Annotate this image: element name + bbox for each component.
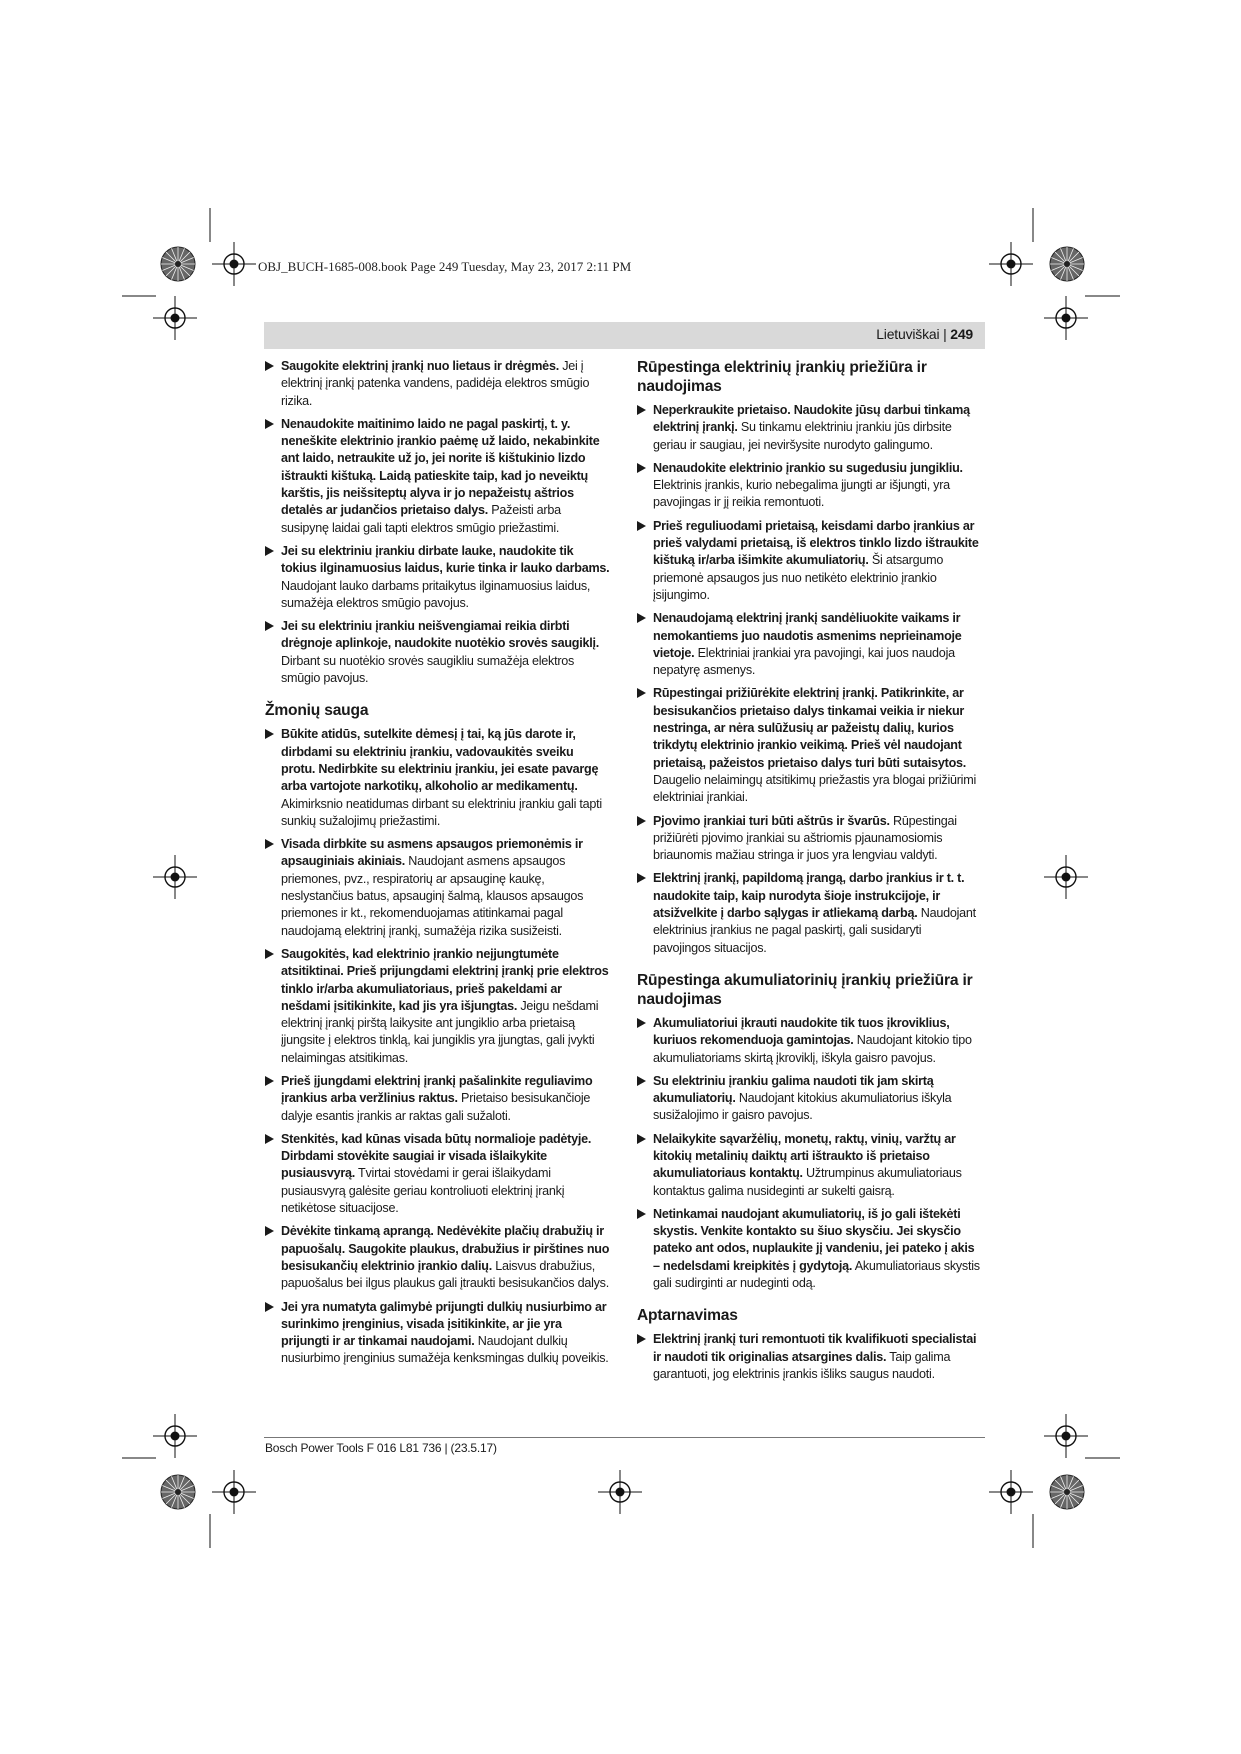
bullet-body-text: Naudojant kitokio tipo akumuliatoriams skirtą įkroviklį, iškyla gaisro pavojus.: [653, 1033, 972, 1065]
bullet-bold-text: Nenaudokite maitinimo laido ne pagal paskirtį, t. y. neneškite elektrinio įrankio paėmę už laido, nekabinkite ant laido, netraukite už jo, jei norite iš kištukinio lizdo ištraukti kištuką. Laidą patieskite taip, kad jo neveiktų karštis, jis neišsiteptų alyva ir jo nepažeistų aštrios detalės ar judančios prietaiso dalys.: [281, 416, 600, 518]
bullet-item: [637, 1331, 982, 1383]
bullet-triangle-icon: [637, 1134, 646, 1144]
bullet-triangle-icon: [265, 1134, 274, 1144]
bullet-body-text: Elektriniai įrankiai yra pavojingi, kai juos naudoja nepatyrę asmenys.: [653, 645, 955, 678]
bullet-bold-text: Elektrinį įrankį, papildomą įrangą, darbo įrankius ir t. t. naudokite taip, kaip nurodyta šioje instrukcijoje, ir atsižvelkite į darbo sąlygas ir atliekamą darbą.: [653, 871, 965, 921]
footer-imprint: Bosch Power Tools F 016 L81 736 | (23.5.17): [265, 1441, 497, 1455]
bullet-body-text: Jeigu nešdami elektrinį įrankį pirštą laikysite ant jungiklio arba prietaisą įjungsite į elektros tinklą, kai jungiklis yra įjungtas, gali įvykti nelaimingas atsitikimas.: [281, 998, 599, 1065]
bullet-triangle-icon: [265, 949, 274, 959]
bullet-item: [265, 358, 610, 410]
bullet-item: [637, 518, 982, 604]
header-separator: |: [943, 326, 947, 342]
bullet-item: [265, 836, 610, 940]
bullet-item: [265, 1299, 610, 1368]
bullet-item: [637, 1073, 982, 1125]
bullet-body-text: Naudojant elektrinius įrankius ne pagal paskirtį, gali susidaryti pavojingos situacijos.: [653, 906, 976, 955]
bullet-triangle-icon: [637, 1018, 646, 1028]
bullet-bold-text: Rūpestingai prižiūrėkite elektrinį įrankį. Patikrinkite, ar besisukančios prietaiso dalys tinkamai veikia ir niekur nestringa, ar nėra sulūžusių ar pažeistų dalių, kurios trikdytų elektrinio įrankio veikimą. Prieš vėl naudojant prietaisą, pažeistos prietaiso dalys turi būti sutaisytos.: [653, 686, 967, 770]
bullet-body-text: Su tinkamu elektriniu įrankiu jūs dirbsite geriau ir saugiau, jei neviršysite nurodyto galingumo.: [653, 420, 952, 452]
bullet-body-text: Tvirtai stovėdami ir gerai išlaikydami pusiausvyrą galėsite geriau kontroliuoti elektrinį įrankį netikėtose situacijose.: [281, 1166, 565, 1216]
bullet-triangle-icon: [637, 873, 646, 883]
bullet-item: [265, 416, 610, 537]
bullet-item: [637, 402, 982, 454]
bullet-item: [265, 1223, 610, 1292]
bullet-body-text: Dirbant su nuotėkio srovės saugikliu sumažėja elektros smūgio pavojus.: [281, 653, 575, 686]
bullet-triangle-icon: [265, 419, 274, 429]
bullet-triangle-icon: [637, 1076, 646, 1086]
bullet-bold-text: Dėvėkite tinkamą aprangą. Nedėvėkite plačių drabužių ir papuošalų. Saugokite plaukus, drabužius ir pirštines nuo besisukančių elektrinio įrankio dalių.: [281, 1224, 610, 1273]
section-heading-tool-care: Rūpestinga elektrinių įrankių priežiūra ir naudojimas: [637, 359, 927, 395]
bullet-item: [265, 946, 610, 1067]
bullet-triangle-icon: [265, 621, 274, 631]
page-number: 249: [950, 326, 973, 342]
bullet-bold-text: Saugokitės, kad elektrinio įrankio neįjungtumėte atsitiktinai. Prieš prijungdami elektrinį įrankį prie elektros tinklo ir/arba akumuliatoriaus, prieš pakeldami ar nešdami įsitikinkite, kad jis yra išjungtas.: [281, 946, 609, 1013]
bullet-item: [637, 813, 982, 865]
bullet-triangle-icon: [637, 1334, 646, 1344]
left-column: [265, 358, 610, 1374]
bullet-item: [265, 543, 610, 612]
bullet-bold-text: Visada dirbkite su asmens apsaugos priemonėmis ir apsauginiais akiniais.: [281, 837, 583, 869]
section-heading-service: Aptarnavimas: [637, 1307, 738, 1325]
bullet-bold-text: Nelaikykite sąvaržėlių, monetų, raktų, vinių, varžtų ar kitokių metalinių daiktų arti ištraukto iš prietaiso akumuliatoriaus kontaktų.: [653, 1131, 956, 1181]
bullet-bold-text: Netinkamai naudojant akumuliatorių, iš jo gali ištekėti skystis. Venkite kontakto su šiuo skysčiu. Jei skysčio pateko ant odos, nuplaukite jį vandeniu, jei pateko į akis – nedelsdami kreipkitės į gydytoją.: [653, 1206, 975, 1273]
bullet-item: [265, 1131, 610, 1217]
right-column: [637, 358, 982, 1389]
bullet-body-text: Naudojant lauko darbams pritaikytus ilginamuosius laidus, sumažėja elektros smūgio pavojus.: [281, 578, 591, 610]
bullet-bold-text: Būkite atidūs, sutelkite dėmesį į tai, ką jūs darote ir, dirbdami su elektriniu įrankiu, vadovaukitės sveiku protu. Nedirbkite su elektriniu įrankiu, jei esate pavargę arba vartojote narkotikų, alkoholio ar medikamentų.: [281, 727, 599, 794]
bullet-item: [637, 1015, 982, 1067]
bullet-body-text: Naudojant asmens apsaugos priemones, pvz., respiratorių ar apsauginę kaukę, neslystančius batus, apsauginį šalmą, klausos apsaugos priemones ir kt., rekomenduojamas atitinkamai pagal naudojamą elektrinį įrankį, sumažėja rizika susižeisti.: [281, 854, 584, 938]
bullet-item: [637, 1206, 982, 1292]
bullet-triangle-icon: [637, 405, 646, 415]
bullet-bold-text: Prieš įjungdami elektrinį įrankį pašalinkite reguliavimo įrankius arba veržlinius raktus.: [281, 1073, 593, 1106]
right-items-service: [637, 1331, 982, 1383]
bullet-bold-text: Nenaudokite elektrinio įrankio su sugedusiu jungikliu.: [653, 460, 963, 475]
bullet-triangle-icon: [637, 816, 646, 826]
bullet-bold-text: Neperkraukite prietaiso. Naudokite jūsų darbui tinkamą elektrinį įrankį.: [653, 403, 970, 435]
bullet-body-text: Akumuliatoriaus skystis gali sudirginti ar nudeginti odą.: [653, 1258, 980, 1291]
bullet-body-text: Daugelio nelaimingų atsitikimų priežastis yra blogai prižiūrimi elektriniai įrankiai.: [653, 772, 977, 805]
bullet-triangle-icon: [265, 1076, 274, 1086]
section-heading-battery-care: Rūpestinga akumuliatorinių įrankių priežiūra ir naudojimas: [637, 971, 973, 1008]
bullet-item: [265, 1073, 610, 1125]
bullet-triangle-icon: [637, 521, 646, 531]
bullet-bold-text: Su elektriniu įrankiu galima naudoti tik jam skirtą akumuliatorių.: [653, 1073, 934, 1106]
bullet-triangle-icon: [265, 1302, 274, 1312]
bullet-body-text: Naudojant dulkių nusiurbimo įrenginius sumažėja kenksmingas dulkių poveikis.: [281, 1334, 609, 1366]
bullet-bold-text: Stenkitės, kad kūnas visada būtų normalioje padėtyje. Dirbdami stovėkite saugiai ir visada išlaikykite pusiausvyrą.: [281, 1131, 592, 1181]
right-items-tool-care: [637, 402, 982, 957]
bullet-body-text: Rūpestingai prižiūrėti pjovimo įrankiai su aštriomis pjaunamosiomis briaunomis mažiau stringa ir juos yra lengviau valdyti.: [653, 813, 957, 863]
bullet-bold-text: Prieš reguliuodami prietaisą, keisdami darbo įrankius ar prieš valydami prietaisą, iš elektros tinklo lizdo ištraukite kištuką ir/arba išimkite akumuliatorių.: [653, 518, 979, 568]
section-heading-people-safety: Žmonių sauga: [265, 702, 369, 720]
bullet-bold-text: Elektrinį įrankį turi remontuoti tik kvalifikuoti specialistai ir naudoti tik originalias atsargines dalis.: [653, 1332, 977, 1364]
bullet-bold-text: Jei yra numatyta galimybė prijungti dulkių nusiurbimo ar surinkimo įrenginius, visada įsitikinkite, ar jie yra prijungti ir ar tinkamai naudojami.: [281, 1299, 607, 1349]
bullet-body-text: Pažeisti arba susipynę laidai gali tapti elektros smūgio priežastimi.: [281, 503, 561, 535]
bullet-body-text: Prietaiso besisukančioje dalyje esantis įrankis ar raktas gali sužaloti.: [281, 1091, 591, 1123]
bullet-triangle-icon: [637, 688, 646, 698]
bullet-bold-text: Akumuliatoriui įkrauti naudokite tik tuos įkroviklius, kuriuos rekomenduoja gamintojas.: [653, 1015, 950, 1048]
bullet-item: [637, 460, 982, 512]
header-language: Lietuviškai: [876, 326, 940, 342]
left-items-top: [265, 358, 610, 687]
bullet-body-text: Naudojant kitokius akumuliatorius iškyla susižalojimo ir gaisro pavojus.: [653, 1091, 952, 1123]
bullet-body-text: Laisvus drabužius, papuošalus bei ilgus plaukus gali įtraukti besisukančios dalys.: [281, 1258, 609, 1291]
bullet-bold-text: Saugokite elektrinį įrankį nuo lietaus ir drėgmės.: [281, 359, 559, 373]
bullet-item: [637, 685, 982, 806]
running-header: [876, 326, 973, 342]
bullet-item: [637, 1131, 982, 1200]
bullet-item: [637, 610, 982, 679]
bullet-triangle-icon: [265, 1226, 274, 1236]
bullet-body-text: Elektrinis įrankis, kurio nebegalima įjungti ar išjungti, yra pavojingas ir jį reikia remontuoti.: [653, 478, 950, 510]
bullet-body-text: Taip galima garantuoti, jog elektrinis įrankis išliks saugus naudoti.: [653, 1349, 951, 1381]
bullet-bold-text: Jei su elektriniu įrankiu neišvengiamai reikia dirbti drėgnoje aplinkoje, naudokite nuotėkio srovės saugiklį.: [281, 619, 599, 651]
bullet-triangle-icon: [637, 1209, 646, 1219]
bullet-item: [265, 726, 610, 830]
left-items-bottom: [265, 726, 610, 1367]
bullet-body-text: Jei į elektrinį įrankį patenka vandens, padidėja elektros smūgio rizika.: [281, 359, 590, 408]
bullet-body-text: Užtrumpinus akumuliatoriaus kontaktus galima nusideginti ar sukelti gaisrą.: [653, 1166, 962, 1198]
bullet-item: [637, 870, 982, 956]
printer-slug: OBJ_BUCH-1685-008.book Page 249 Tuesday, May 23, 2017 2:11 PM: [258, 259, 632, 274]
bullet-bold-text: Pjovimo įrankiai turi būti aštrūs ir švarūs.: [653, 813, 890, 828]
bullet-item: [265, 618, 610, 687]
bullet-triangle-icon: [637, 463, 646, 473]
bullet-bold-text: Nenaudojamą elektrinį įrankį sandėliuokite vaikams ir nemokantiems juo naudotis asmenims neprieinamoje vietoje.: [653, 611, 962, 660]
bullet-triangle-icon: [265, 361, 274, 371]
right-items-battery-care: [637, 1015, 982, 1292]
bullet-triangle-icon: [265, 729, 274, 739]
bullet-triangle-icon: [265, 839, 274, 849]
bullet-triangle-icon: [637, 613, 646, 623]
bullet-bold-text: Jei su elektriniu įrankiu dirbate lauke, naudokite tik tokius ilginamuosius laidus, kurie tinka ir lauko darbams.: [281, 543, 610, 576]
bullet-body-text: Ši atsargumo priemonė apsaugos jus nuo netikėto elektrinio įrankio įsijungimo.: [653, 553, 944, 602]
bullet-triangle-icon: [265, 546, 274, 556]
footer-rule: [264, 1437, 985, 1438]
bullet-body-text: Akimirksnio neatidumas dirbant su elektriniu įrankiu gali tapti sunkių sužalojimų priežastimi.: [281, 796, 602, 828]
